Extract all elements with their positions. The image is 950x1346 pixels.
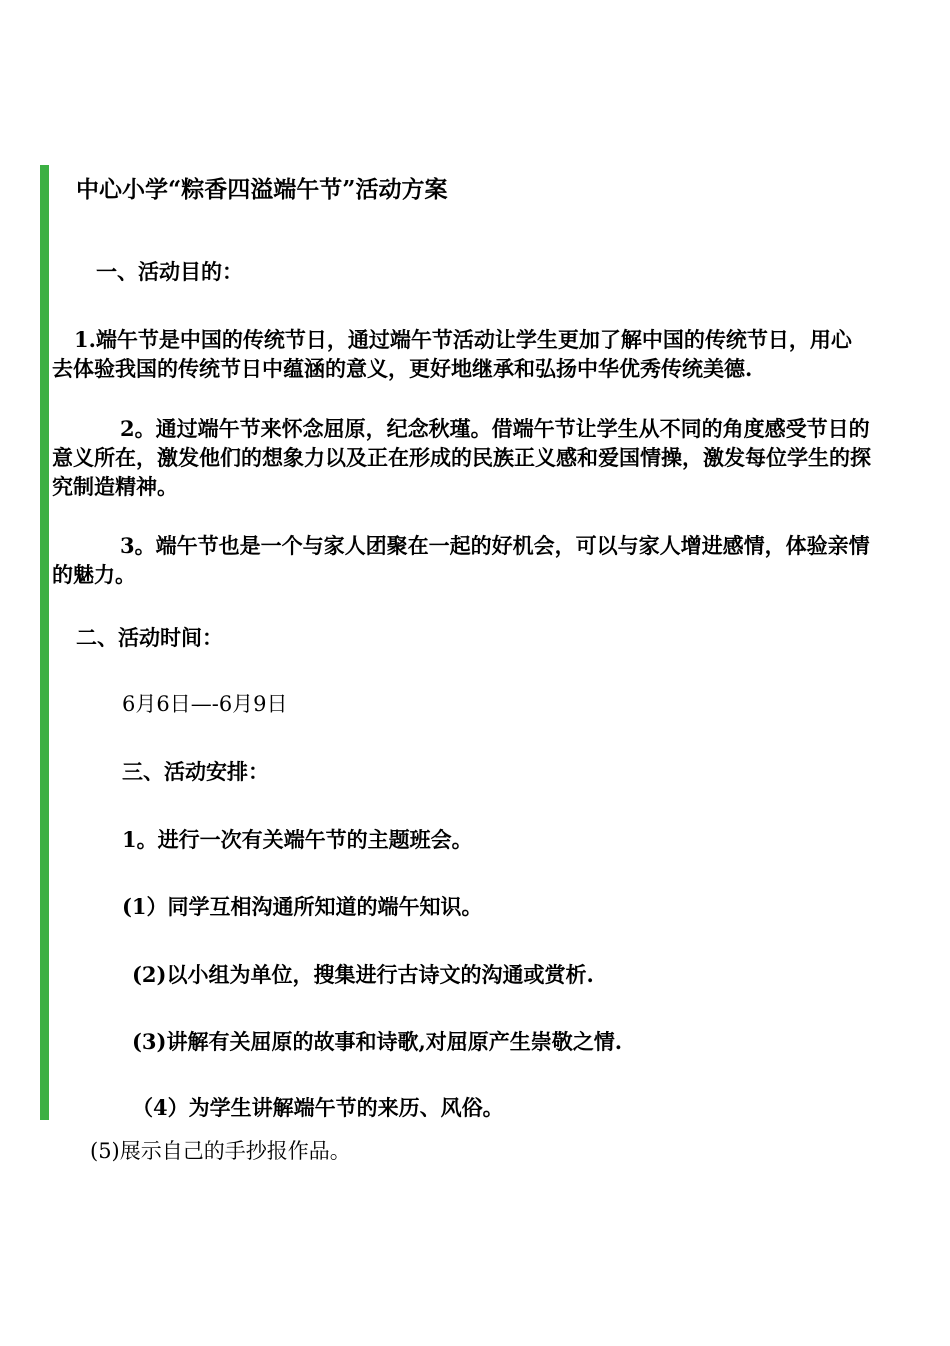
sub-item-2: (2)以小组为单位，搜集进行古诗文的沟通或赏析. — [132, 962, 594, 987]
sub-item-5: (5)展示自己的手抄报作品。 — [90, 1139, 351, 1163]
sub-item-1: (1）同学互相沟通所知道的端午知识。 — [122, 894, 483, 919]
sub-item-3: (3)讲解有关屈原的故事和诗歌,对屈原产生崇敬之情. — [132, 1029, 623, 1054]
section2-heading: 二、活动时间： — [76, 625, 223, 650]
paragraph-2: 2。通过端午节来怀念屈原，纪念秋瑾。借端午节让学生从不同的角度感受节日的意义所在，激发他们的想象力以及正在形成的民族正义感和爱国情操，激发每位学生的探究制造精神。 — [52, 416, 871, 499]
activity-dates: 6月6日—-6月9日 — [122, 692, 288, 716]
paragraph-3: 3。端午节也是一个与家人团聚在一起的好机会，可以与家人增进感情，体验亲情的魅力。 — [52, 533, 870, 587]
document-title: 中心小学“粽香四溢端午节”活动方案 — [76, 176, 448, 203]
section1-heading: 一、活动目的： — [96, 259, 243, 284]
sub-item-4: （4）为学生讲解端午节的来历、风俗。 — [132, 1095, 504, 1120]
section3-heading: 三、活动安排： — [122, 759, 269, 784]
paragraph-1: 1.端午节是中国的传统节日，通过端午节活动让学生更加了解中国的传统节日，用心去体验我国的传统节日中蕴涵的意义，更好地继承和弘扬中华优秀传统美德. — [52, 327, 852, 381]
accent-bar — [40, 165, 49, 1120]
arrangement-item-1: 1。进行一次有关端午节的主题班会。 — [122, 827, 473, 852]
